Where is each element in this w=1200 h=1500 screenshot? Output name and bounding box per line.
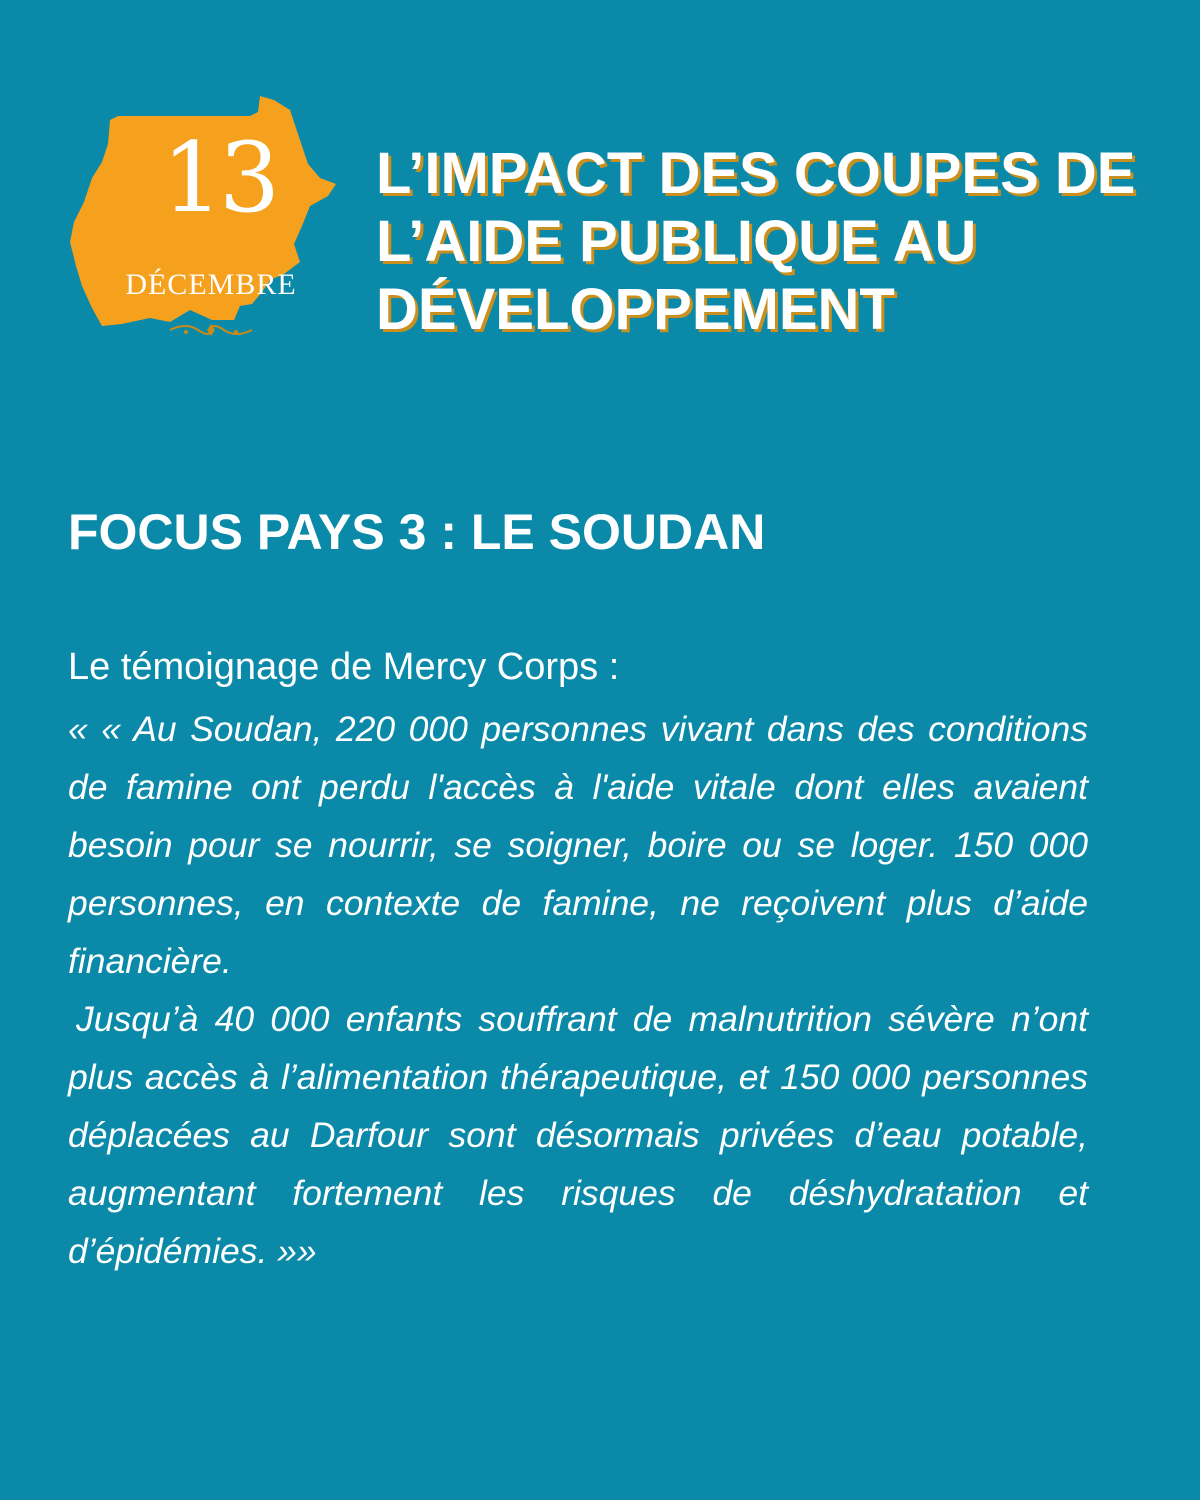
- page-title-line-3: DÉVELOPPEMENT: [376, 277, 895, 342]
- page-title-line-2: L’AIDE PUBLIQUE AU: [376, 209, 977, 274]
- flourish-ornament-icon: [166, 320, 256, 340]
- date-month: DÉCEMBRE: [125, 268, 297, 301]
- testimony-intro: Le témoignage de Mercy Corps :: [68, 646, 620, 688]
- page-title: [376, 140, 1136, 344]
- date-badge: [62, 92, 342, 342]
- quote-paragraph-2: Jusqu’à 40 000 enfants souffrant de malnutrition sévère n’ont plus accès à l’alimentation thérapeutique, et 150 000 personnes déplacées au Darfour sont désormais privées d’eau potable, augmentant fortement les risques de déshydratation et d’épidémies. »»: [68, 999, 1088, 1271]
- testimony-quote: [68, 700, 1088, 1280]
- quote-paragraph-1: « « Au Soudan, 220 000 personnes vivant dans des conditions de famine ont perdu l'accès à l'aide vitale dont elles avaient besoin pour se nourrir, se soigner, boire ou se loger. 150 000 personnes, en contexte de famine, ne reçoivent plus d’aide financière.: [68, 709, 1088, 981]
- page-title-line-1: L’IMPACT DES COUPES DE: [376, 141, 1136, 206]
- date-day: 13: [161, 122, 277, 234]
- section-title: FOCUS PAYS 3 : LE SOUDAN: [68, 504, 766, 560]
